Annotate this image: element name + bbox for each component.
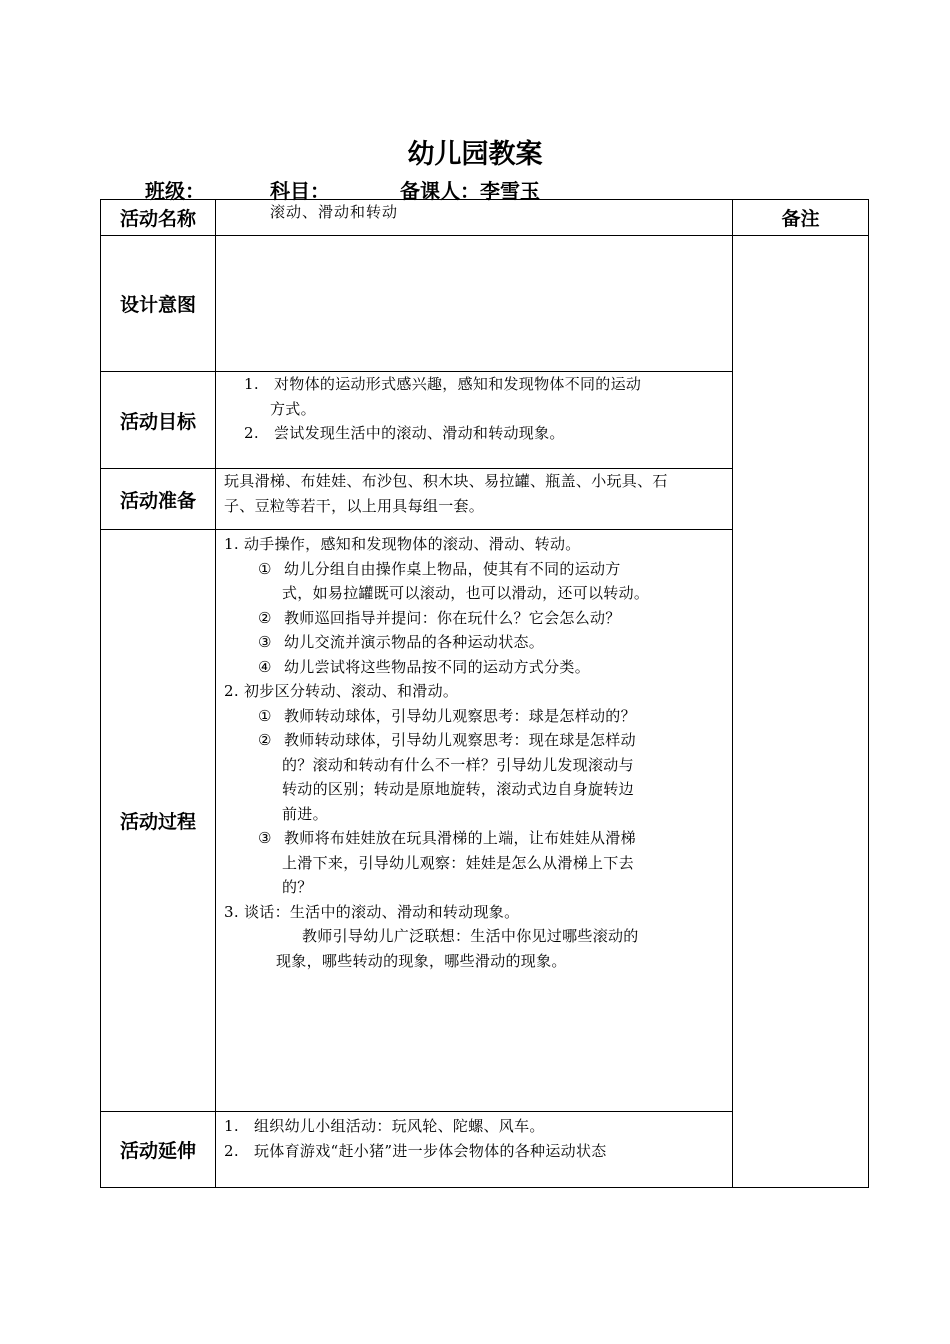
process-step-2: 2. 初步区分转动、滚动、和滑动。: [224, 682, 459, 700]
design-intent-label: 设计意图: [101, 236, 216, 372]
row-design-intent: [101, 236, 869, 372]
process-item: ② 教师巡回指导并提问：你在玩什么？它会怎么动？: [258, 608, 621, 627]
preparation-text: 子、豆粒等若干，以上用具每组一套。: [224, 496, 485, 515]
process-step-1: 1. 动手操作，感知和发现物体的滚动、滑动、转动。: [224, 535, 581, 553]
process-item: ④ 幼儿尝试将这些物品按不同的运动方式分类。: [258, 657, 591, 676]
process-item: ③ 幼儿交流并演示物品的各种运动状态。: [258, 633, 545, 651]
goal-item: 2. 尝试发现生活中的滚动、滑动和转动现象。: [244, 424, 565, 442]
process-item-cont: 式，如易拉罐既可以滚动，也可以滑动，还可以转动。: [282, 584, 650, 602]
process-item-cont: 转动的区别；转动是原地旋转，滚动式边自身旋转边: [282, 780, 634, 798]
extension-label: 活动延伸: [101, 1112, 216, 1188]
process-item-cont: 的？: [282, 878, 313, 896]
preparation-text: 玩具滑梯、布娃娃、布沙包、积木块、易拉罐、瓶盖、小玩具、石: [224, 472, 668, 490]
process-item-cont: 上滑下来，引导幼儿观察：娃娃是怎么从滑梯上下去: [282, 853, 634, 872]
goal-item-cont: 方式。: [270, 399, 316, 418]
process-item: ① 幼儿分组自由操作桌上物品，使其有不同的运动方: [258, 559, 621, 578]
notes-cell: [733, 236, 869, 1188]
notes-label: 备注: [733, 200, 869, 236]
extension-cell: [216, 1112, 733, 1188]
process-item-cont: 的？滚动和转动有什么不一样？引导幼儿发现滚动与: [282, 755, 634, 774]
extension-item: 1. 组织幼儿小组活动：玩风轮、陀螺、风车。: [224, 1117, 545, 1135]
preparation-cell: [216, 469, 733, 530]
lesson-plan-table: [100, 199, 869, 1188]
process-step-3-text: 现象，哪些转动的现象，哪些滑动的现象。: [276, 951, 567, 970]
activity-name-cell: [216, 200, 733, 236]
goals-label: 活动目标: [101, 372, 216, 469]
activity-name-label: 活动名称: [101, 200, 216, 236]
process-item: ① 教师转动球体，引导幼儿观察思考：球是怎样动的？: [258, 706, 636, 725]
extension-item: 2. 玩体育游戏“赶小猪”进一步体会物体的各种运动状态: [224, 1141, 607, 1160]
goals-cell: [216, 372, 733, 469]
preparer-label: 备课人：李雪玉: [400, 179, 540, 203]
process-label: 活动过程: [101, 530, 216, 1112]
process-item: ② 教师转动球体，引导幼儿观察思考：现在球是怎样动: [258, 731, 636, 749]
activity-name-value: 滚动、滑动和转动: [270, 203, 399, 221]
subject-label: 科目：: [270, 179, 330, 203]
row-activity-name: [101, 200, 869, 236]
design-intent-cell: [216, 236, 733, 372]
process-item: ③ 教师将布娃娃放在玩具滑梯的上端，让布娃娃从滑梯: [258, 829, 636, 847]
process-step-3-text: 教师引导幼儿广泛联想：生活中你见过哪些滚动的: [302, 927, 639, 945]
process-cell: [216, 530, 733, 1112]
preparation-label: 活动准备: [101, 469, 216, 530]
document-title: 幼儿园教案: [407, 139, 543, 170]
process-item-cont: 前进。: [282, 804, 328, 823]
class-label: 班级：: [145, 179, 205, 203]
process-step-3: 3. 谈话：生活中的滚动、滑动和转动现象。: [224, 902, 520, 921]
goal-item: 1. 对物体的运动形式感兴趣，感知和发现物体不同的运动: [244, 375, 642, 393]
